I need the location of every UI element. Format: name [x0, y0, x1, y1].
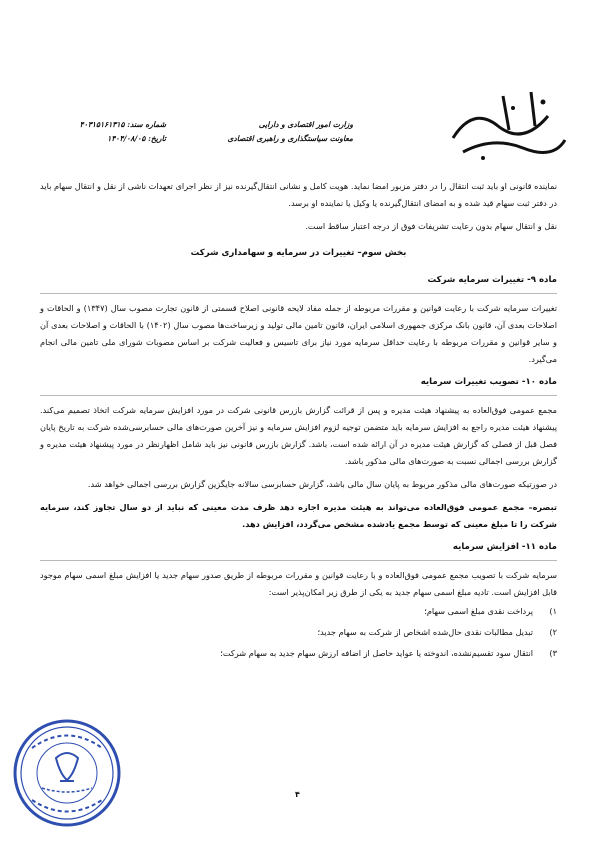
official-stamp — [12, 718, 122, 828]
list-item: ۱) پرداخت نقدی مبلغ اسمی سهام؛ — [424, 606, 557, 616]
ministry-block — [227, 118, 353, 146]
document-date: تاریخ: ۱۴۰۴/۰۸/۰۵ — [107, 134, 166, 143]
paragraph: سرمایه شرکت با تصویب مجمع عمومی فوق‌العاده و با رعایت قوانین و مقررات مربوطه از طریق صدور سهام جدید یا افزایش مبلغ اسمی سهام موجود قابل افزایش است. تادیه مبلغ اسمی سهام جدید به یکی از طرق زیر امکان‌پذیر است: — [40, 570, 557, 597]
document-number: شماره سند: ۴۰۳۱۵۱۶۱۳۱۵ — [79, 120, 166, 129]
ministry-line1: وزارت امور اقتصادی و دارایی — [258, 120, 353, 129]
article-heading: ماده ۱۱- افزایش سرمایه — [452, 542, 557, 552]
paragraph: تغییرات سرمایه شرکت با رعایت قوانین و مقررات مربوطه از جمله مفاد لایحه قانونی اصلاح قسمتی از قانون تجارت مصوب سال (۱۳۴۷) و الحاقات و اصلاحات بعدی آن، قانون بانک مرکزی جمهوری اسلامی ایران، قانون تامین مالی تولید و زیرساخت‌ها مصوب سال (۱۴۰۲) با الحاقات و اصلاحات بعدی آن و سایر قوانین و مقررات مربوطه با رعایت حداقل سرمایه مورد نیاز برای تاسیس و فعالیت شرکت بر اساس مصوبات شورای ملی تامین مالی انجام می‌گیرد. — [40, 303, 557, 364]
national-financing-center-logo — [443, 86, 573, 166]
section-heading: بخش سوم– تغییرات در سرمایه و سهامداری شرکت — [190, 248, 407, 258]
list-item: ۲) تبدیل مطالبات نقدی حال‌شده اشخاص از شرکت به سهام جدید؛ — [317, 627, 557, 637]
paragraph: نماینده قانونی او باید ثبت انتقال را در دفتر مزبور امضا نماید. هویت کامل و نشانی انتقال‌گیرنده نیز از نظر اجرای تعهدات ناشی از نقل و انتقال سهام باید در دفتر ثبت سهام قید شده و به امضای انتقال‌گیرنده یا وکیل یا نماینده او برسد. — [40, 181, 557, 208]
paragraph: در صورتیکه صورت‌های مالی مذکور مربوط به پایان سال مالی باشد، گزارش حسابرسی سالانه جایگزین گزارش بررسی اجمالی خواهد شد. — [87, 479, 557, 489]
page-number: ۴ — [295, 790, 300, 799]
paragraph: مجمع عمومی فوق‌العاده به پیشنهاد هیئت مدیره و پس از قرائت گزارش بازرس قانونی شرکت در مورد افزایش سرمایه شرکت اتخاذ تصمیم می‌کند. پیشنهاد هیئت مدیره راجع به افزایش سرمایه باید متضمن توجیه لزوم افزایش سرمایه و نیز آخرین صورت‌های مالی حسابرسی‌شده شرکت به تاریخ پایان فصل قبل از فصلی که گزارش هیئت مدیره در آن ارائه شده است، باشد. گزارش بازرس قانونی نیز باید شامل اظهارنظر در مورد پیشنهاد هیئت مدیره و گزارش بررسی اجمالی نسبت به صورت‌های مالی مذکور باشد. — [40, 405, 557, 466]
divider — [40, 293, 557, 294]
document-meta — [36, 118, 166, 146]
article-heading: ماده ۱۰- تصویب تغییرات سرمایه — [420, 377, 557, 387]
divider — [40, 395, 557, 396]
note-paragraph: تبصره– مجمع عمومی فوق‌العاده می‌تواند به هیئت مدیره اجازه دهد ظرف مدت معینی که نباید از دو سال تجاوز کند، سرمایه شرکت را تا مبلغ معینی که توسط مجمع یادشده مشخص می‌گردد، افزایش دهد. — [40, 502, 557, 529]
article-heading: ماده ۹- تغییرات سرمایه شرکت — [427, 275, 557, 285]
paragraph: نقل و انتقال سهام بدون رعایت تشریفات فوق از درجه اعتبار ساقط است. — [305, 221, 557, 231]
list-item: ۳) انتقال سود تقسیم‌نشده، اندوخته یا عواید حاصل از اضافه ارزش سهام جدید به سهام شرکت؛ — [220, 648, 557, 658]
divider — [40, 560, 557, 561]
payment-methods-list — [40, 601, 557, 664]
ministry-line2: معاونت سیاستگذاری و راهبری اقتصادی — [227, 134, 353, 143]
document-body — [40, 178, 557, 664]
